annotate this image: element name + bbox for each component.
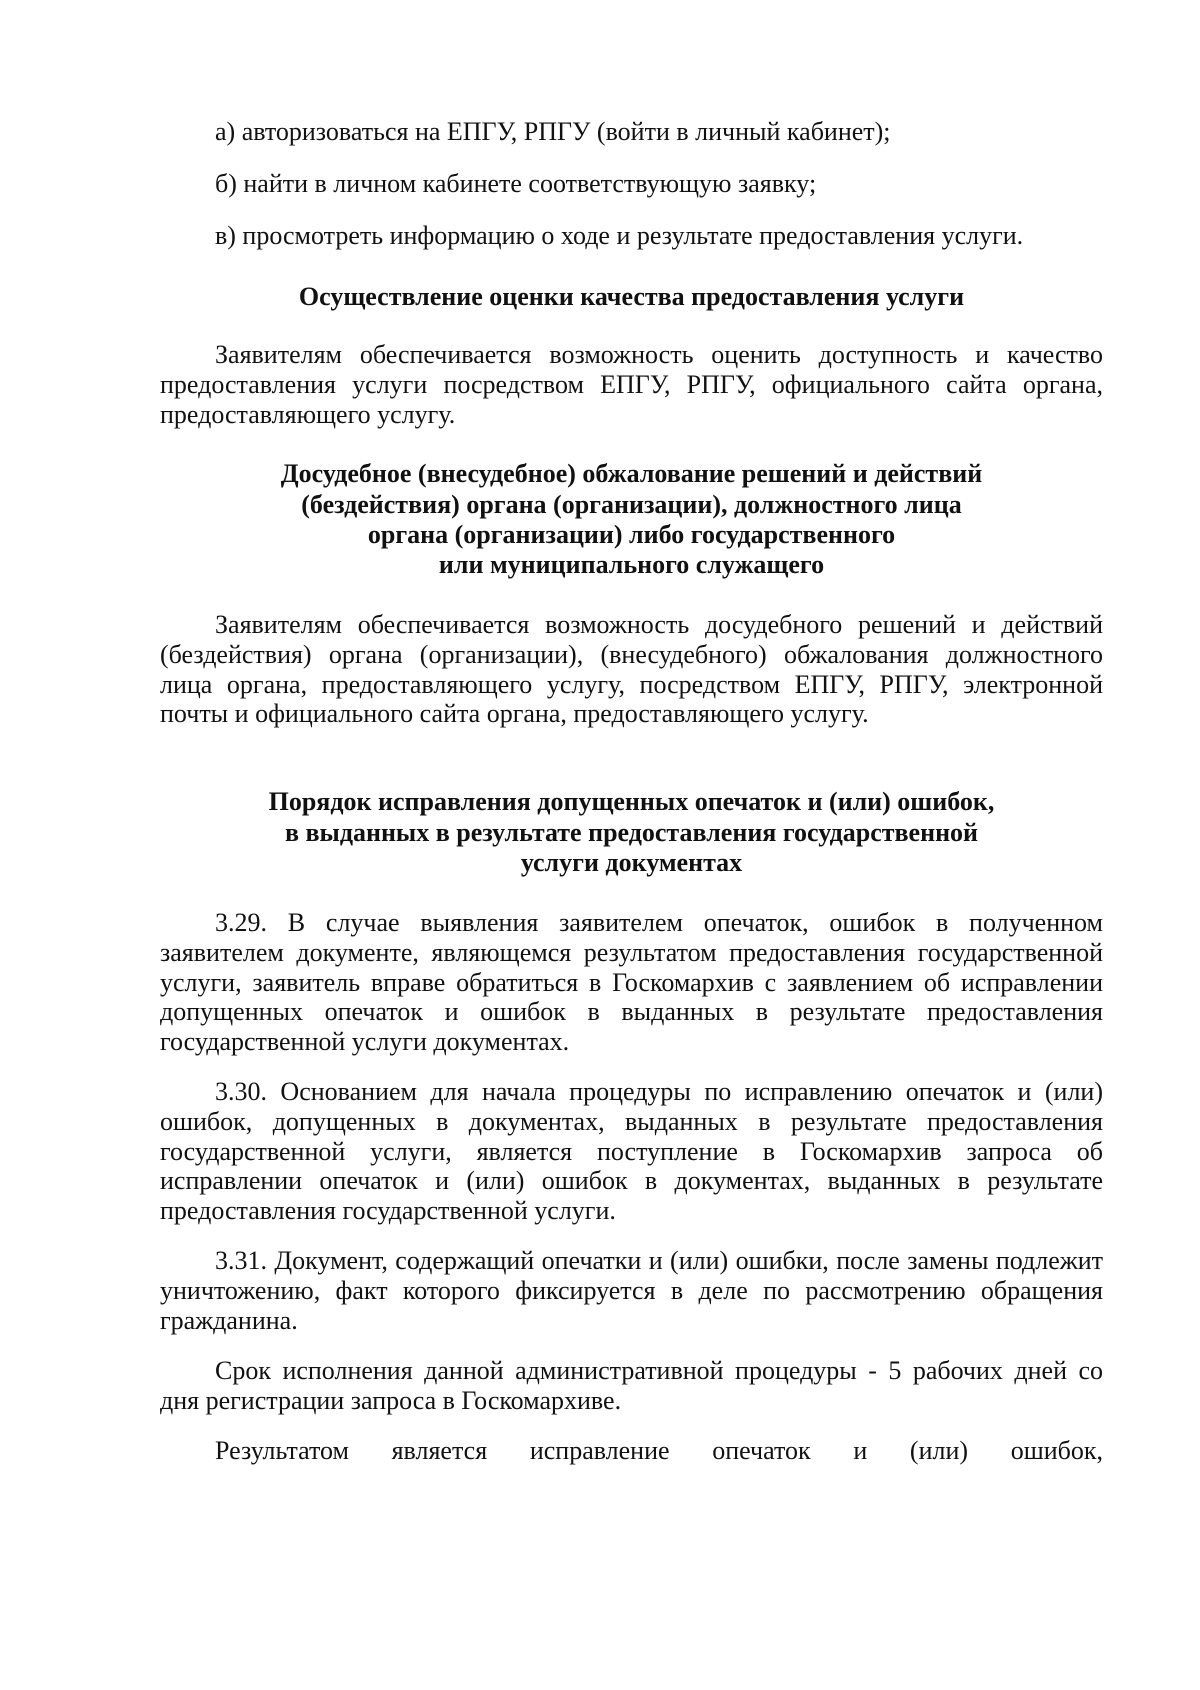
paragraph-3-31: 3.31. Документ, содержащий опечатки и (или) ошибки, после замены подлежит уничтожению, факт которого фиксируется в деле по рассмотрению обращения гражданина. [160, 1246, 1103, 1335]
heading-quality-assessment: Осуществление оценки качества предоставления услуги [298, 282, 965, 311]
heading-line: в выданных в результате предоставления государственной [284, 818, 979, 847]
document-page [160, 0, 1103, 1690]
paragraph-quality-assessment: Заявителям обеспечивается возможность оценить доступность и качество предоставления услуги посредством ЕПГУ, РПГУ, официального сайта органа, предоставляющего услугу. [160, 340, 1103, 429]
paragraph-3-29: 3.29. В случае выявления заявителем опечаток, ошибок в полученном заявителем документе, являющемся результатом предоставления государственной услуги, заявитель вправе обратиться в Госкомархив с заявлением об исправлении допущенных опечаток и ошибок в выданных в результате предоставления государственной услуги документах. [160, 908, 1103, 1057]
heading-line: или муниципального служащего [438, 550, 825, 579]
heading-line: (бездействия) органа (организации), должностного лица [301, 490, 962, 519]
paragraph-deadline: Срок исполнения данной административной процедуры - 5 рабочих дней со дня регистрации запроса в Госкомархиве. [160, 1356, 1103, 1415]
heading-line: органа (организации) либо государственного [367, 520, 896, 549]
paragraph-pretrial-appeal: Заявителям обеспечивается возможность досудебного решений и действий (бездействия) органа (организации), (внесудебного) обжалования должностного лица органа, предоставляющего услугу, посредством ЕПГУ, РПГУ, электронной почты и официального сайта органа, предоставляющего услугу. [160, 610, 1103, 729]
paragraph-result: Результатом является исправление опечаток и (или) ошибок, [215, 1436, 1103, 1465]
heading-line: Досудебное (внесудебное) обжалование решений и действий [280, 459, 983, 488]
heading-line: услуги документах [520, 848, 743, 877]
paragraph-3-30: 3.30. Основанием для начала процедуры по исправлению опечаток и (или) ошибок, допущенных в документах, выданных в результате предоставления государственной услуги, является поступление в Госкомархив запроса об исправлении опечаток и (или) ошибок в документах, выданных в результате предоставления государственной услуги. [160, 1077, 1103, 1226]
list-item-view-info: в) просмотреть информацию о ходе и результате предоставления услуги. [215, 221, 1024, 250]
list-item-authorize: а) авторизоваться на ЕПГУ, РПГУ (войти в личный кабинет); [215, 117, 891, 146]
heading-line: Порядок исправления допущенных опечаток и (или) ошибок, [268, 787, 995, 816]
list-item-find-application: б) найти в личном кабинете соответствующую заявку; [215, 169, 817, 198]
